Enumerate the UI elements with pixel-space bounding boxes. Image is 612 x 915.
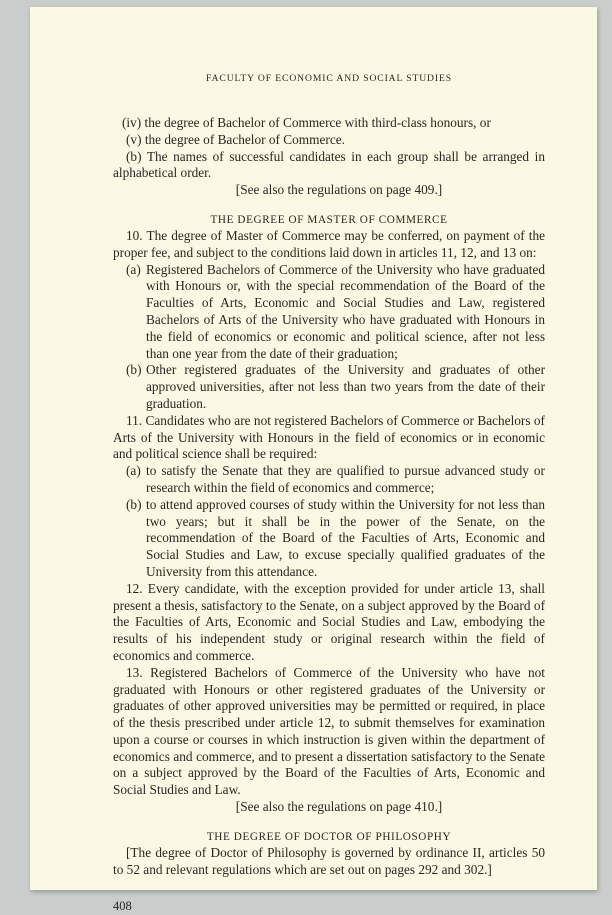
item-label: (a) (126, 261, 141, 277)
item-text: the degree of Bachelor of Commerce. (144, 131, 345, 147)
article-10-item-b (113, 362, 545, 412)
article-11: 11. Candidates who are not registered Bachelors of Commerce or Bachelors of Arts of the University with Honours in the field of economics or in economic and political science shall be required: (113, 412, 545, 462)
item-label: (a) (126, 463, 141, 479)
item-text: to satisfy the Senate that they are qualified to pursue advanced study or research within the field of economics and commerce; (146, 463, 545, 495)
item-text: to attend approved courses of study within the University for not less than two years; but it shall be in the power of the Senate, on the recommendation of the Board of the Faculties of Arts, Economic and Social Studies and Law, to excuse specially qualified graduates of the University from this attendance. (146, 496, 545, 579)
article-11-item-a (113, 463, 545, 497)
section-heading-master: THE DEGREE OF MASTER OF COMMERCE (210, 213, 448, 226)
page-number: 408 (113, 899, 132, 914)
see-also-note: [See also the regulations on page 410.] (235, 799, 443, 815)
section-heading-doctor: THE DEGREE OF DOCTOR OF PHILOSOPHY (206, 830, 452, 843)
book-page (30, 7, 597, 914)
item-text: the degree of Bachelor of Commerce with third-class honours, or (144, 115, 491, 130)
item-label: (b) (126, 496, 142, 512)
article-12: 12. Every candidate, with the exception provided for under article 13, shall present a thesis, satisfactory to the Senate, on a subject approved by the Board of the Faculties of Arts, Economic and Social Studies and Law, embodying the results of his independent study or original research within the field of economics and commerce. (113, 580, 545, 663)
list-item (113, 132, 545, 149)
running-head: FACULTY OF ECONOMIC AND SOCIAL STUDIES (206, 73, 452, 84)
paragraph-b: (b) The names of successful candidates in each group shall be arranged in alphabetical order. (113, 148, 545, 181)
item-label: (iv) (122, 115, 142, 130)
article-13: 13. Registered Bachelors of Commerce of the University who have not graduated with Honours or other registered graduates of the University or graduates of other approved universities may be permitted or required, in place of the thesis prescribed under article 12, to submit themselves for examination upon a course or courses in which instruction is given within the department of economics and commerce, and to present a dissertation satisfactory to the Senate on a subject approved by the Board of the Faculties of Arts, Economic and Social Studies and Law. (113, 664, 545, 798)
doctor-paragraph: [The degree of Doctor of Philosophy is governed by ordinance II, articles 50 to 52 and relevant regulations which are set out on pages 292 and 302.] (113, 844, 545, 877)
item-label: (v) (126, 131, 142, 147)
article-10: 10. The degree of Master of Commerce may be conferred, on payment of the proper fee, and subject to the conditions laid down in articles 11, 12, and 13 on: (113, 227, 545, 260)
see-also-note: [See also the regulations on page 409.] (235, 182, 443, 198)
article-10-item-a (113, 262, 545, 363)
article-11-item-b (113, 497, 545, 581)
item-label: (b) (126, 362, 142, 378)
page-text (113, 73, 545, 915)
item-text: Registered Bachelors of Commerce of the University who have graduated with Honours or, with the special recommendation of the Board of the Faculties of Arts, Economic and Social Studies and Law, registered Bachelors of Arts of the University who have graduated with Honours in the field of economics or economic and political science, after not less than one year from the date of their graduation; (146, 261, 545, 361)
item-text: Other registered graduates of the University and graduates of other approved universities, after not less than two years from the date of their graduation. (146, 362, 545, 411)
list-item (113, 115, 545, 132)
